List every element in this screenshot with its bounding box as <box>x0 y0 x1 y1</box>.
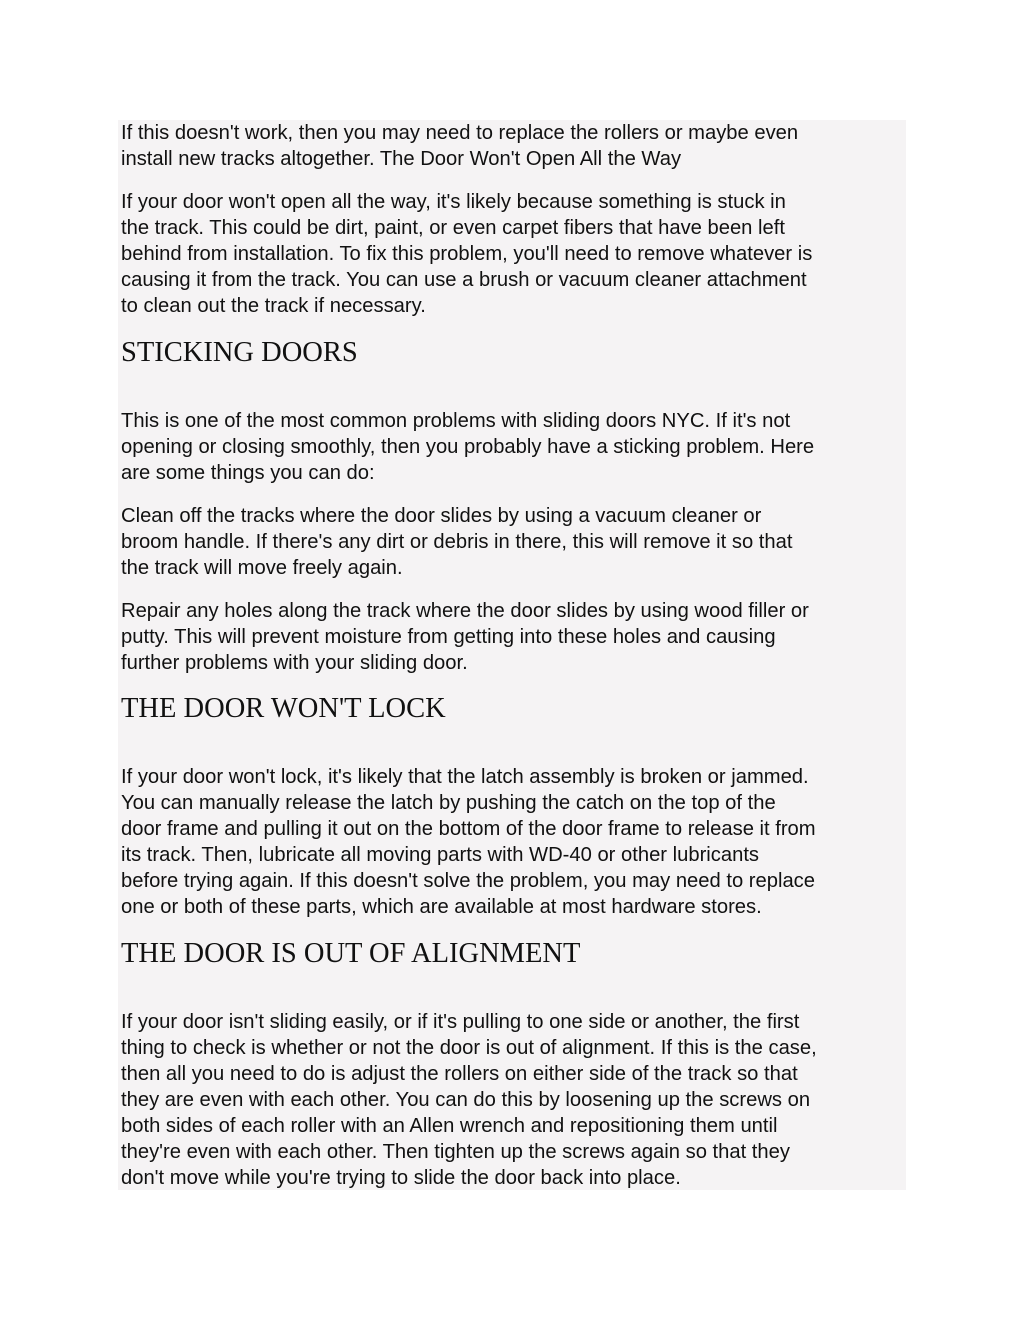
heading-sticking-doors: STICKING DOORS <box>121 337 358 368</box>
paragraph-alignment-1: If your door isn't sliding easily, or if it's pulling to one side or another, the first thing to check is whether or not the door is out of alignment. If this is the case, then all you need to do is adjust the rollers on either side of the track so that they are even with each other. You can do this by loosening up the screws on both sides of each roller with an Allen wrench and repositioning them until they're even with each other. Then tighten up the screws again so that they don't move while you're trying to slide the door back into place. <box>121 1011 817 1189</box>
heading-out-of-alignment: THE DOOR IS OUT OF ALIGNMENT <box>121 938 581 969</box>
paragraph-intro-2: If your door won't open all the way, it's likely because something is stuck in the track. This could be dirt, paint, or even carpet fibers that have been left behind from installation. To fix this problem, you'll need to remove whatever is causing it from the track. You can use a brush or vacuum cleaner attachment to clean out the track if necessary. <box>121 191 813 317</box>
heading-door-wont-lock: THE DOOR WON'T LOCK <box>121 693 446 724</box>
paragraph-lock-1: If your door won't lock, it's likely that the latch assembly is broken or jammed. You can manually release the latch by pushing the catch on the top of the door frame and pulling it out on the bottom of the door frame to release it from its track. Then, lubricate all moving parts with WD-40 or other lubricants before trying again. If this doesn't solve the problem, you may need to replace one or both of these parts, which are available at most hardware stores. <box>121 766 816 918</box>
paragraph-intro-1: If this doesn't work, then you may need to replace the rollers or maybe even install new tracks altogether. The Door Won't Open All the Way <box>121 122 799 170</box>
paragraph-sticking-3: Repair any holes along the track where the door slides by using wood filler or putty. This will prevent moisture from getting into these holes and causing further problems with your sliding door. <box>121 600 809 674</box>
paragraph-sticking-2: Clean off the tracks where the door slides by using a vacuum cleaner or broom handle. If there's any dirt or debris in there, this will remove it so that the track will move freely again. <box>121 505 793 579</box>
paragraph-sticking-1: This is one of the most common problems with sliding doors NYC. If it's not opening or closing smoothly, then you probably have a sticking problem. Here are some things you can do: <box>121 410 815 484</box>
